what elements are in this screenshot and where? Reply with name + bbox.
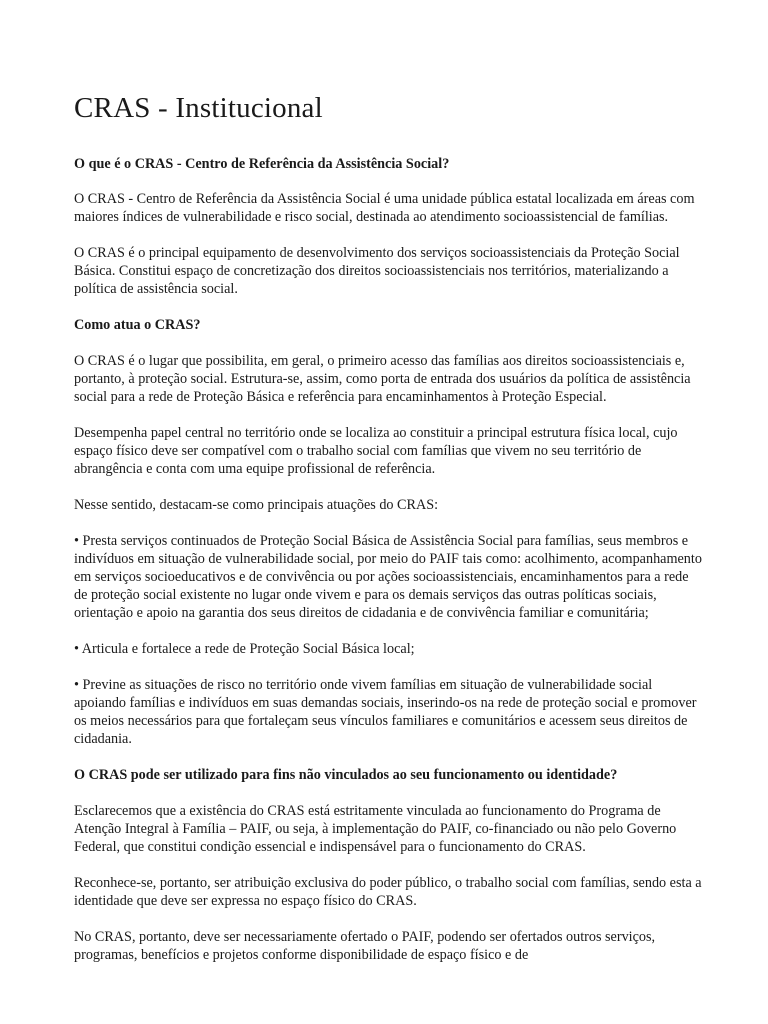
section-heading-how-cras-works: Como atua o CRAS? <box>74 317 201 333</box>
paragraph-cras-central-role: Desempenha papel central no território onde se localiza ao constituir a principal estrutura física local, cujo espaço físico deve ser compatível com o trabalho social com famílias que vivem no seu território de abrangência e conta com uma equipe profissional de referência. <box>74 425 678 477</box>
paragraph-paif-offer: No CRAS, portanto, deve ser necessariamente ofertado o PAIF, podendo ser ofertados outros serviços, programas, benefícios e projetos conforme disponibilidade de espaço físico e de <box>74 929 656 963</box>
paragraph-public-attribution: Reconhece-se, portanto, ser atribuição exclusiva do poder público, o trabalho social com famílias, sendo esta a identidade que deve ser expressa no espaço físico do CRAS. <box>74 875 702 909</box>
bullet-item-network: • Articula e fortalece a rede de Proteção Social Básica local; <box>74 641 415 657</box>
paragraph-cras-definition: O CRAS - Centro de Referência da Assistência Social é uma unidade pública estatal localizada em áreas com maiores índices de vulnerabilidade e risco social, destinada ao atendimento socioassistencial de famílias. <box>74 191 695 225</box>
paragraph-main-actions-intro: Nesse sentido, destacam-se como principais atuações do CRAS: <box>74 497 439 513</box>
section-heading-what-is-cras: O que é o CRAS - Centro de Referência da Assistência Social? <box>74 156 450 172</box>
page-title: CRAS - Institucional <box>74 92 323 124</box>
paragraph-cras-main-equipment: O CRAS é o principal equipamento de desenvolvimento dos serviços socioassistenciais da Proteção Social Básica. Constitui espaço de concretização dos direitos socioassistenciais nos territórios, materializando a política de assistência social. <box>74 245 680 297</box>
document-page <box>74 88 704 982</box>
paragraph-cras-first-access: O CRAS é o lugar que possibilita, em geral, o primeiro acesso das famílias aos direitos socioassistenciais e, portanto, à proteção social. Estrutura-se, assim, como porta de entrada dos usuários da política de assistência social para a rede de Proteção Básica e referência para encaminhamentos à Proteção Especial. <box>74 353 691 405</box>
paragraph-paif-link: Esclarecemos que a existência do CRAS está estritamente vinculada ao funcionamento do Programa de Atenção Integral à Família – PAIF, ou seja, à implementação do PAIF, co-financiado ou não pelo Governo Federal, que constitui condição essencial e indispensável para o funcionamento do CRAS. <box>74 803 677 855</box>
bullet-item-prevention: • Previne as situações de risco no território onde vivem famílias em situação de vulnerabilidade social apoiando famílias e indivíduos em suas demandas sociais, inserindo-os na rede de proteção social e promover os meios necessários para que fortaleçam seus vínculos familiares e comunitários e acessem seus direitos de cidadania. <box>74 677 697 747</box>
section-heading-other-uses: O CRAS pode ser utilizado para fins não vinculados ao seu funcionamento ou identidade? <box>74 767 618 783</box>
bullet-item-continued-services: • Presta serviços continuados de Proteção Social Básica de Assistência Social para famílias, seus membros e indivíduos em situação de vulnerabilidade social, por meio do PAIF tais como: acolhimento, acompanhamento em serviços socioeducativos e de convivência ou por ações socioassistenciais, encaminhamentos para a rede de proteção social existente no lugar onde vivem e para os demais serviços das outras políticas sociais, orientação e apoio na garantia dos seus direitos de cidadania e de convivência familiar e comunitária; <box>74 533 702 621</box>
